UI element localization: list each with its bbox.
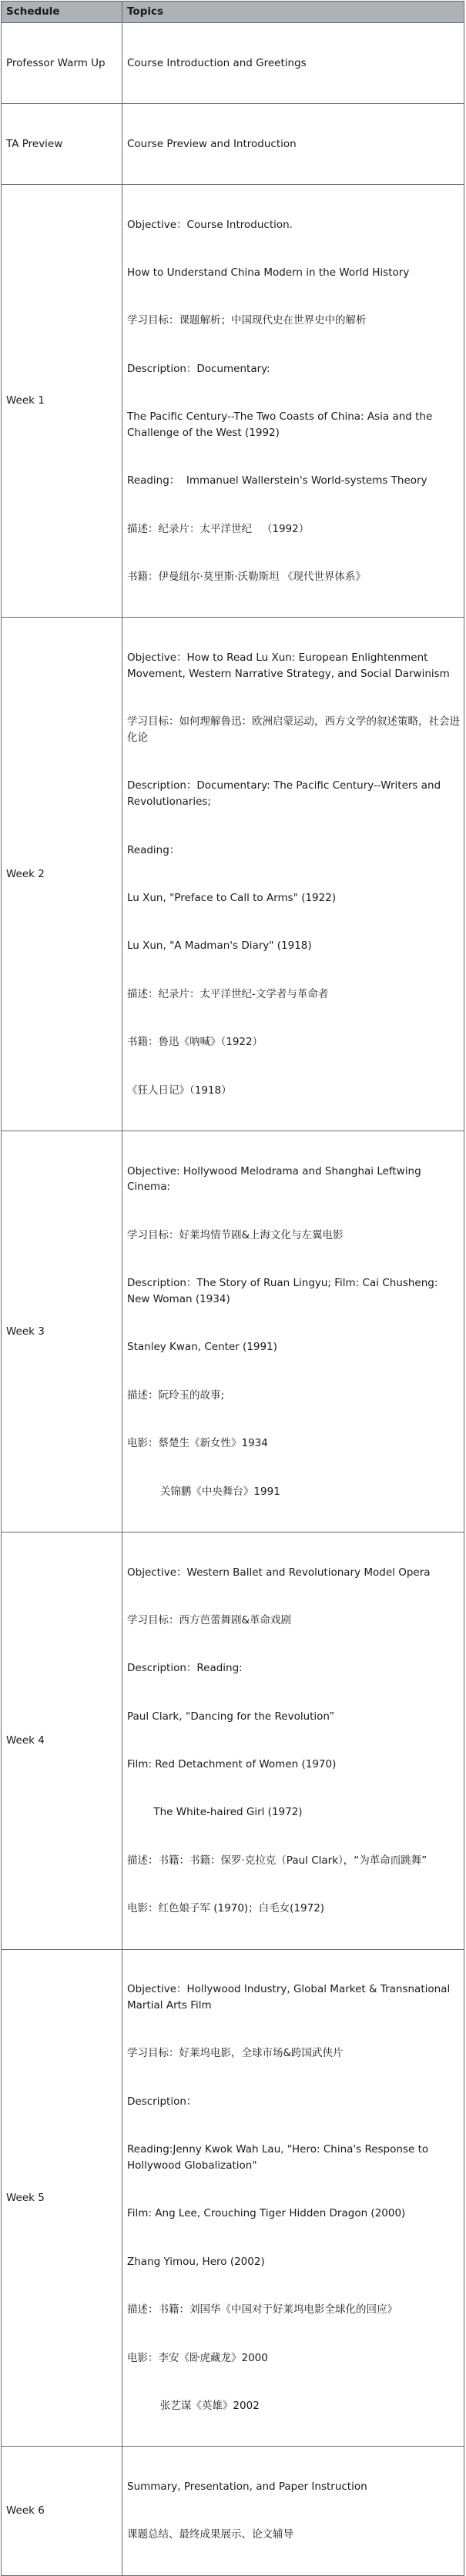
topic-line: Description：Documentary: The Pacific Century--Writers and Revolutionaries; — [127, 779, 444, 809]
topic-line: 学习目标：好莱坞情节剧&上海文化与左翼电影 — [127, 1228, 344, 1241]
topic-line: 描述：阮玲玉的故事; — [127, 1388, 225, 1402]
topic-line: 描述：书籍：书籍：保罗·克拉克（Paul Clark），“为革命而跳舞” — [127, 1854, 427, 1867]
topic-line: Lu Xun, "A Madman's Diary" (1918) — [127, 940, 312, 953]
schedule-cell: TA Preview — [2, 103, 122, 184]
table-row — [2, 103, 464, 184]
schedule-cell: Week 2 — [2, 618, 122, 1131]
schedule-cell: Week 4 — [2, 1532, 122, 1949]
topic-line: Description： — [127, 2095, 197, 2108]
table-row — [2, 1131, 464, 1532]
topic-line: Objective：Western Ballet and Revolutionary Model Opera — [127, 1566, 431, 1579]
topic-line: Objective：Course Introduction. — [127, 218, 293, 231]
topic-line: Description：The Story of Ruan Lingyu; Film: Cai Chusheng: New Woman (1934) — [127, 1277, 441, 1305]
schedule-cell: Week 1 — [2, 184, 122, 618]
topic-line: 关锦鹏《中央舞台》1991 — [127, 1485, 280, 1498]
topic-line: Paul Clark, “Dancing for the Revolution” — [127, 1710, 335, 1723]
table-row — [2, 23, 464, 104]
topic-line: 《狂人日记》（1918） — [127, 1084, 232, 1097]
topic-line: Reading： — [127, 843, 180, 856]
topic-line: Lu Xun, "Preface to Call to Arms" (1922) — [127, 892, 337, 905]
topic-line: 描述：书籍：刘国华《中国对于好莱坞电影全球化的回应》 — [127, 2303, 397, 2316]
topic-line: 张艺谋《英雄》2002 — [127, 2399, 260, 2412]
header-row — [2, 2, 464, 23]
table-row — [2, 1532, 464, 1949]
topic-line: Objective: Hollywood Melodrama and Shanghai Leftwing Cinema: — [127, 1164, 424, 1194]
table-row — [2, 2447, 464, 2575]
topic-line: 学习目标：好莱坞电影，全球市场&跨国武侠片 — [127, 2047, 344, 2060]
topic-line: 书籍：鲁迅《呐喊》（1922） — [127, 1036, 263, 1049]
schedule-cell: Week 3 — [2, 1131, 122, 1532]
table-row — [2, 618, 464, 1131]
schedule-table — [1, 1, 464, 2576]
topic-line: 学习目标：西方芭蕾舞剧&革命戏剧 — [127, 1613, 292, 1626]
topic-line: 电影：李安《卧虎藏龙》2000 — [127, 2351, 268, 2364]
schedule-cell: Professor Warm Up — [2, 23, 122, 104]
topic-line: 书籍：伊曼纽尔·莫里斯·沃勒斯坦 《现代世界体系》 — [127, 571, 366, 584]
topic-line: Description：Reading: — [127, 1662, 243, 1675]
topics-cell — [122, 103, 464, 184]
table-row — [2, 184, 464, 618]
topic-line: 学习目标：如何理解鲁迅：欧洲启蒙运动，西方文学的叙述策略，社会进化论 — [127, 715, 460, 745]
topic-line: Summary, Presentation, and Paper Instruction — [127, 2480, 367, 2493]
topic-line: Course Introduction and Greetings — [127, 56, 307, 69]
topic-line: Objective：How to Read Lu Xun: European Enlightenment Movement, Western Narrative Strategy, and Social Darwinism — [127, 652, 450, 680]
topic-line: The Pacific Century--The Two Coasts of China: Asia and the Challenge of the West (1992) — [127, 410, 436, 439]
topics-column-header: Topics — [122, 2, 464, 23]
topic-line: 描述：纪录片：太平洋世纪-文学者与革命者 — [127, 987, 329, 1000]
topic-line: Stanley Kwan, Center (1991) — [127, 1341, 277, 1354]
schedule-column-header: Schedule — [2, 2, 122, 23]
topics-cell — [122, 2447, 464, 2575]
topic-line: Description：Documentary: — [127, 362, 270, 375]
topic-line: 描述：纪录片：太平洋世纪 （1992） — [127, 522, 310, 535]
topic-line: Objective：Hollywood Industry, Global Market & Transnational Martial Arts Film — [127, 1983, 454, 2012]
topic-line: 学习目标：课题解析；中国现代史在世界史中的解析 — [127, 314, 367, 327]
topics-cell — [122, 1949, 464, 2447]
topic-line: Reading： Immanuel Wallerstein's World-systems Theory — [127, 474, 427, 487]
topic-line: Zhang Yimou, Hero (2002) — [127, 2255, 265, 2268]
topic-line: 课题总结、最终成果展示、论文辅导 — [127, 2528, 293, 2541]
topics-cell — [122, 23, 464, 104]
table-row — [2, 1949, 464, 2447]
topic-line: How to Understand China Modern in the World History — [127, 266, 410, 279]
topic-line: The White-haired Girl (1972) — [127, 1806, 303, 1819]
topics-cell — [122, 1532, 464, 1949]
topics-cell — [122, 618, 464, 1131]
topic-line: Course Preview and Introduction — [127, 137, 297, 150]
topic-line: Film: Red Detachment of Women (1970) — [127, 1758, 337, 1771]
topic-line: 电影：红色娘子军 (1970)；白毛女(1972) — [127, 1902, 325, 1915]
topics-cell — [122, 1131, 464, 1532]
schedule-rows — [2, 23, 464, 2576]
schedule-cell: Week 6 — [2, 2447, 122, 2575]
topics-cell — [122, 184, 464, 618]
topic-line: Film: Ang Lee, Crouching Tiger Hidden Dragon (2000) — [127, 2207, 406, 2220]
topic-line: 电影：蔡楚生《新女性》1934 — [127, 1437, 268, 1450]
schedule-cell: Week 5 — [2, 1949, 122, 2447]
topic-line: Reading:Jenny Kwok Wah Lau, "Hero: China's Response to Hollywood Globalization" — [127, 2143, 432, 2172]
